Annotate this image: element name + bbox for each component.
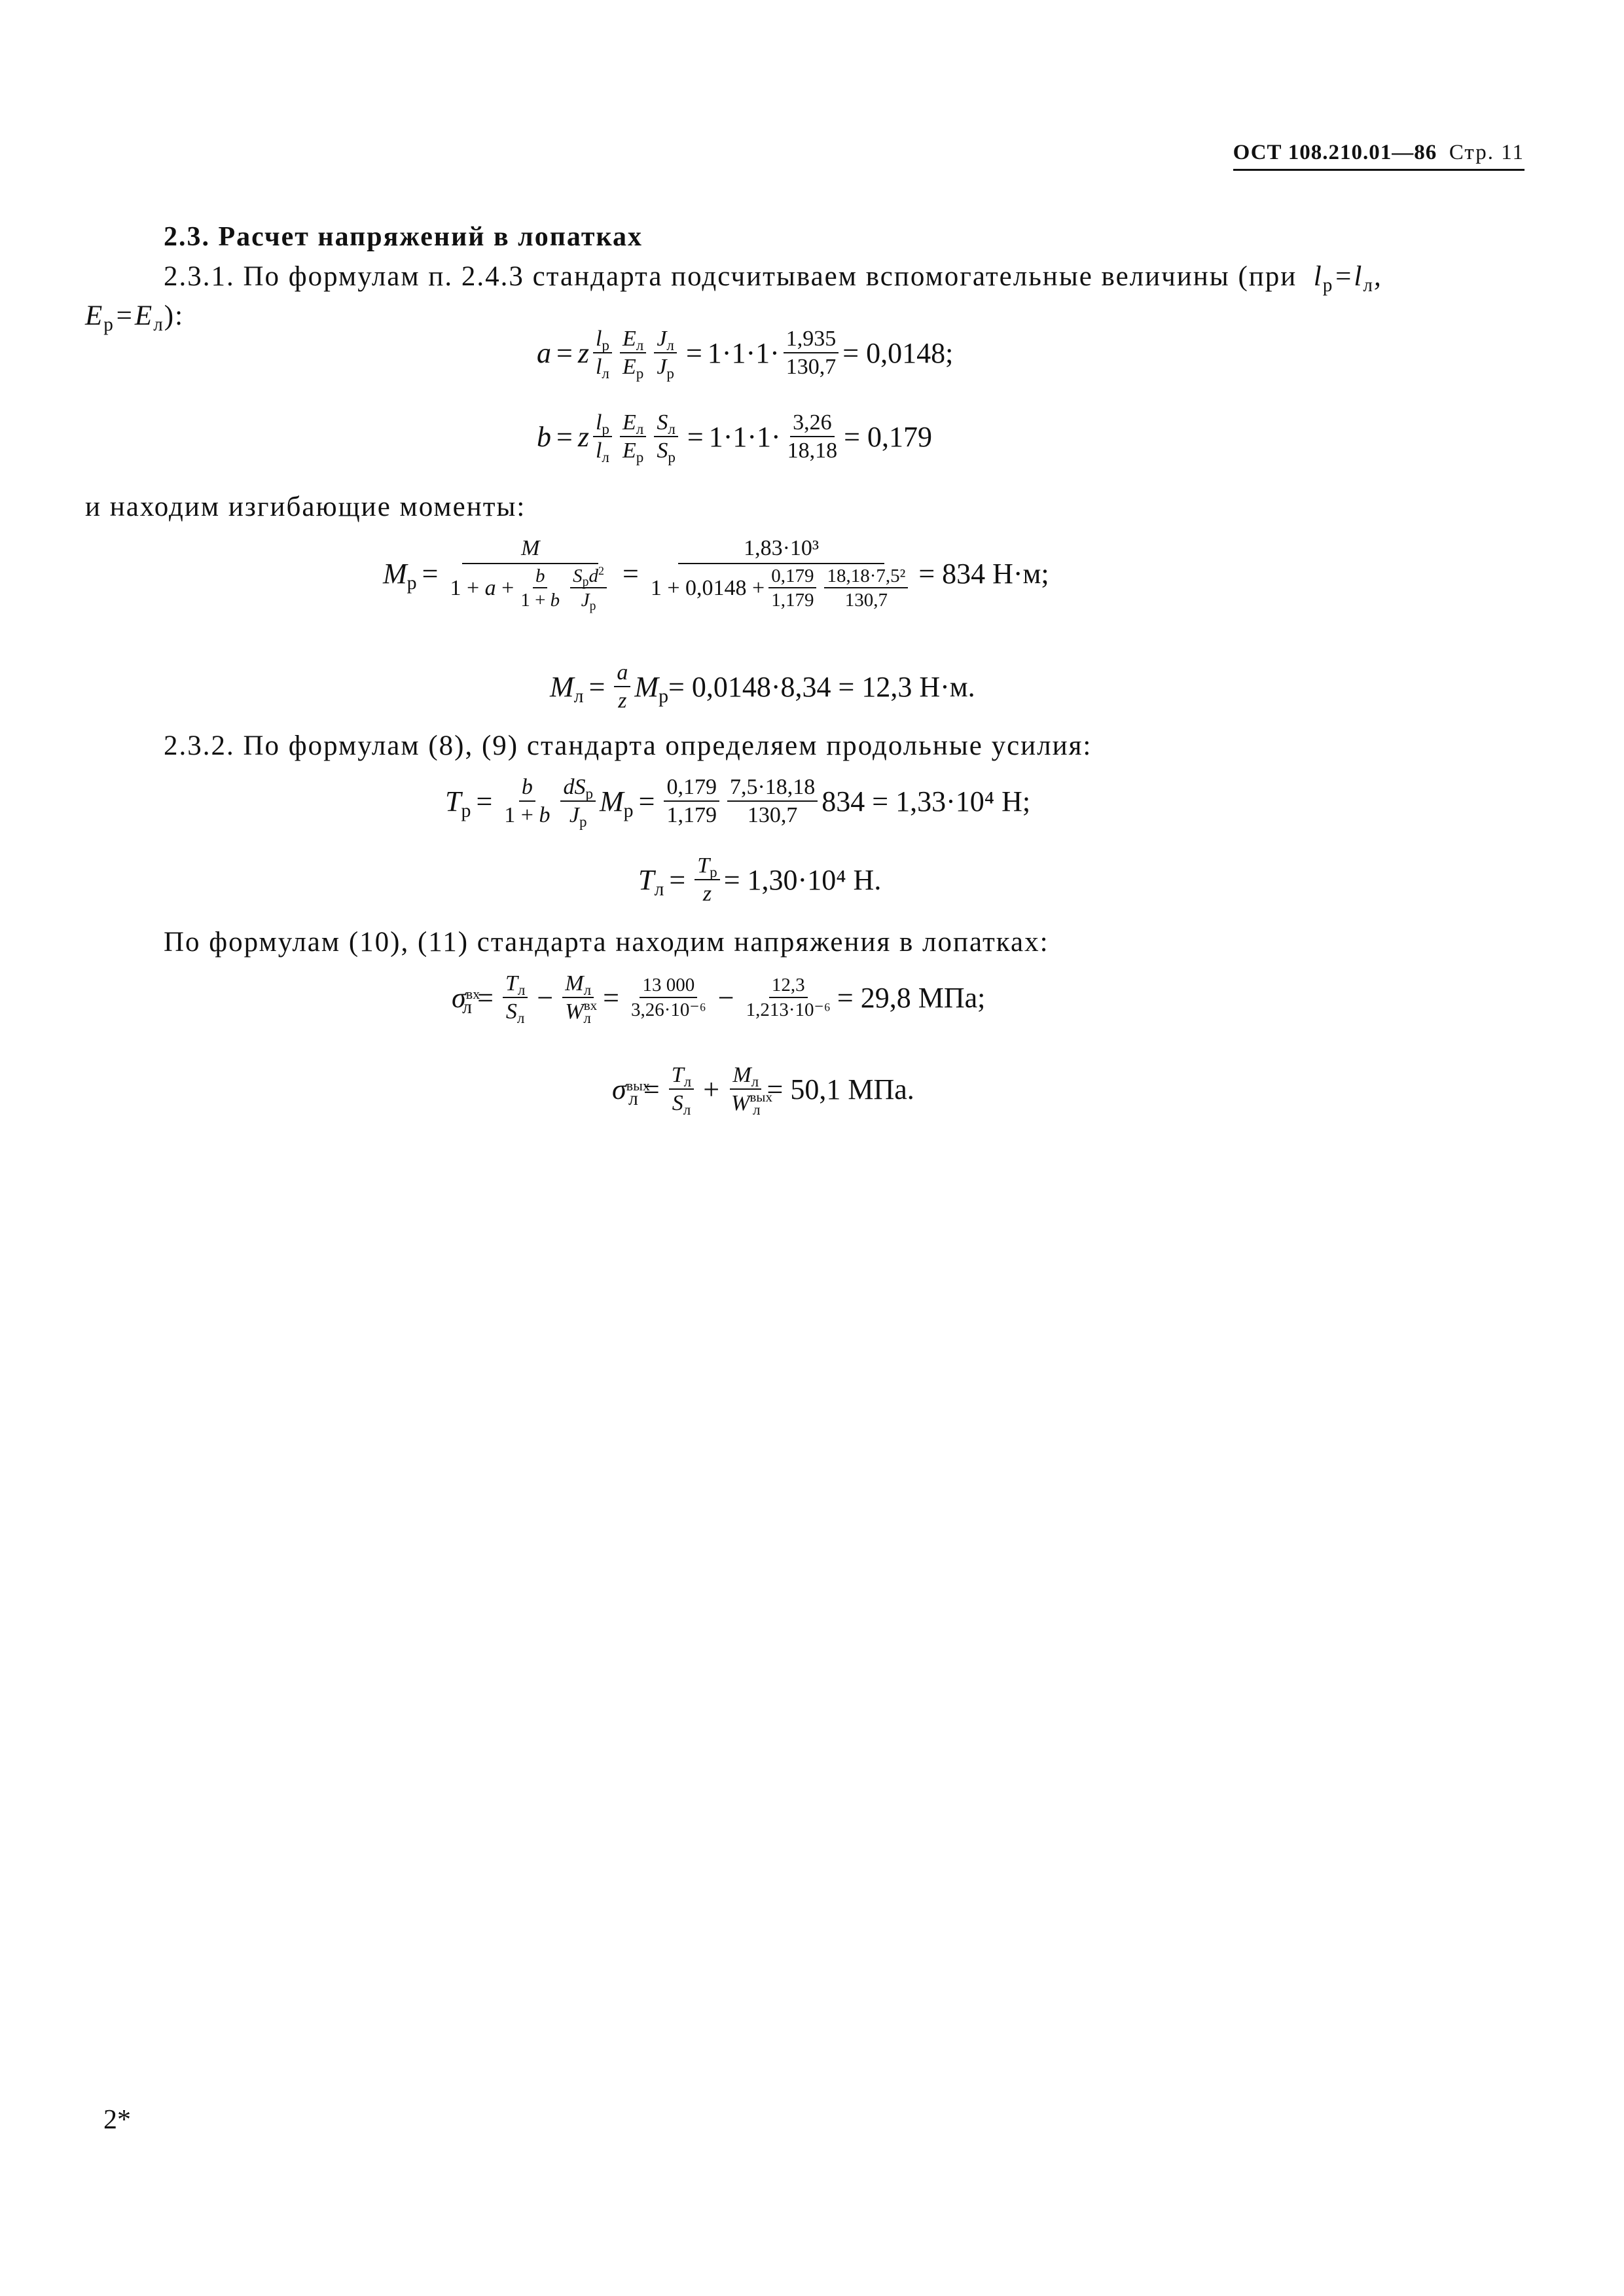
eq-mp-c1: 1,83·10³ [678, 537, 884, 564]
equation-tl: $T_л$ = $\frac{T_р}{z}$ = 1,30·10⁴ Н. [638, 853, 882, 906]
eq-tp-n1: 0,179 [664, 776, 719, 802]
eq-mp-c6: 130,7 [844, 590, 888, 611]
sheet-mark: 2* [103, 2105, 131, 2135]
equation-ml: $M_л$ = $\frac{a}{z}$ $M_р$ = 0,0148·8,34 = 12,3 Н·м. [550, 660, 975, 713]
paragraph-2-3-1-text: 2.3.1. По формулам п. 2.4.3 стандарта подсчитываем вспомогательные величины (при [164, 261, 1297, 292]
eq-b-result: = 0,179 [844, 420, 932, 453]
eq-tp-d1: 1,179 [666, 802, 717, 827]
eq-svx-d2: 1,213·10⁻⁶ [746, 999, 831, 1020]
section-heading: 2.3. Расчет напряжений в лопатках [164, 222, 643, 252]
equation-tp: $T_р$ = $\frac{b}{1 + b}$ $\frac{dS_р}{J_р}$ $M_р$ = $\frac{0,179}{1,179}$ $\frac{7,5\cdot 18,18}{130,7}$ 834 = 1,33·10⁴ Н; [445, 775, 1031, 831]
eq-a-num: 1,935 [784, 327, 839, 353]
eq-b-lhs: b [537, 420, 551, 453]
inline-condition-e: $E_р=E_л$ [85, 300, 164, 336]
eq-tp-n2: 7,5·18,18 [727, 776, 818, 802]
eq-mp-c3: 0,179 [768, 566, 816, 588]
eq-svx-n2: 12,3 [769, 975, 808, 997]
eq-svx-d1: 3,26·10⁻⁶ [630, 999, 706, 1020]
eq-tp-tail: 834 = 1,33·10⁴ Н; [821, 785, 1031, 817]
eq-mp-c4: 1,179 [771, 590, 814, 611]
equation-sigma-vyx: $\sigma^{вых}_л$ = $\frac{T_л}{S_л}$ + $\frac{M_л}{W^{вых}_л}$ = 50,1 МПа. [612, 1063, 914, 1119]
eq-svx-result: = 29,8 МПа; [837, 981, 986, 1014]
paragraph-2-3-1-line2 [85, 300, 185, 336]
equation-b: b = z $\frac{l_р}{l_л}$ $\frac{E_л}{E_р}$ $\frac{S_л}{S_р}$ = 1·1·1· $\frac{3,26}{18,18}$ = 0,179 [537, 410, 932, 467]
eq-tl-result: = 1,30·10⁴ Н. [723, 863, 882, 896]
page-header [1233, 141, 1525, 171]
eq-mp-num: M [462, 537, 598, 564]
inline-condition-l: $l_р=l_л$, [1305, 261, 1382, 296]
eq-svyx-result: = 50,1 МПа. [767, 1073, 914, 1105]
eq-b-den: 18,18 [787, 438, 838, 463]
equation-a: a = z $\frac{l_р}{l_л}$ $\frac{E_л}{E_р}$ $\frac{J_л}{J_р}$ = 1·1·1· $\frac{1,935}{130,7}$ = 0,0148; [537, 327, 954, 383]
eq-mp-c2: 1 + 0,0148 + [650, 575, 765, 600]
standard-code: ОСТ 108.210.01—86 [1233, 141, 1437, 164]
page-number: Стр. 11 [1449, 141, 1525, 164]
paragraph-2-3-2: 2.3.2. По формулам (8), (9) стандарта определяем продольные усилия: [164, 730, 1092, 761]
eq-a-result: = 0,0148; [842, 336, 954, 369]
equation-mp: $M_р$ = M 1 + a + $\frac{b}{1 + b}$ $\frac{S_рd^2}{J_р}$ = 1,83·10³ 1 + 0,0148 + $\frac{0,179}{1,179}$ $\frac{\text{18,18·7,5²}}{130,7}$ = 834 Н·м; [383, 536, 1049, 614]
eq-a-coef: 1·1·1· [707, 336, 780, 369]
eq-mp-c5: 18,18·7,5² [824, 566, 908, 588]
text-bending-moments: и находим изгибающие моменты: [85, 492, 526, 522]
eq-b-num: 3,26 [790, 411, 835, 437]
eq-tp-d2: 130,7 [747, 802, 798, 827]
paragraph-2-3-1-line1 [164, 260, 1382, 296]
text-stresses: По формулам (10), (11) стандарта находим напряжения в лопатках: [164, 927, 1049, 958]
eq-a-lhs: a [537, 336, 551, 369]
eq-b-coef: 1·1·1· [708, 420, 781, 453]
eq-mp-result: = 834 Н·м; [918, 557, 1049, 590]
eq-ml-result: = 0,0148·8,34 = 12,3 Н·м. [668, 670, 975, 703]
eq-svx-n1: 13 000 [640, 975, 697, 997]
equation-sigma-vx: $\sigma^{вх}_л$ = $\frac{T_л}{S_л}$ − $\frac{M_л}{W^{вх}_л}$ = $\frac{13 000}{\text{3,26·10⁻⁶}}$ − $\frac{12,3}{\text{1,213·10⁻⁶}}$ = 29,8 МПа; [452, 971, 986, 1028]
eq-a-den: 130,7 [785, 354, 837, 379]
paragraph-2-3-1-end: ): [164, 300, 185, 331]
